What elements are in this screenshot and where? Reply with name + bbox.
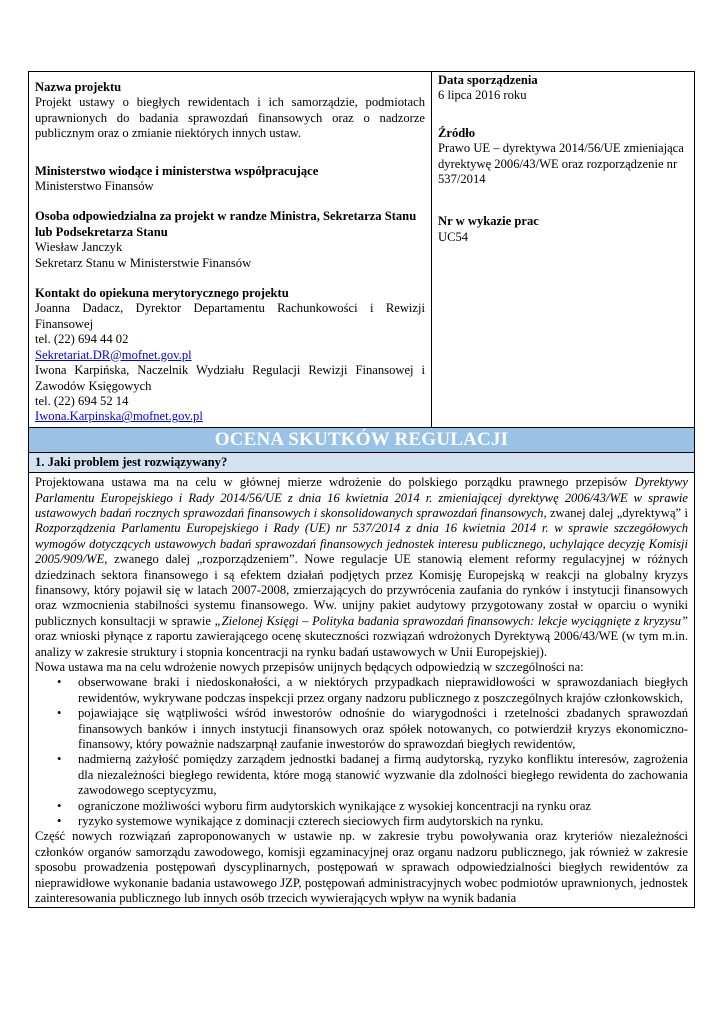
contact-label: Kontakt do opiekuna merytorycznego projektu: [35, 286, 289, 301]
bullet-list: [35, 675, 688, 829]
regulation-title: Rozporządzenia Parlamentu Europejskiego i Rady (UE) nr 537/2014 z dnia 16 kwietnia 2014 r. w sprawie szczegółowych wymogów dotyczących ustawowych badań sprawozdań finansowych jednostek interesu publicznego, uchylające decyzję Komisji 2005/909/WE: [35, 521, 688, 567]
contact-email-1-link[interactable]: Sekretariat.DR@mofnet.gov.pl: [35, 347, 192, 362]
bullet-text: nadmierną zażyłość pomiędzy zarządem jednostki badanej a firmą audytorską, ryzyko konfliktu interesów, zagrożenia dla niezależności biegłego rewidenta, które mogą stanowić wyzwanie dla zdolności biegłego rewidenta do zachowania zawodowego sceptycyzmu,: [78, 752, 688, 798]
green-paper-title: „Zielonej Księgi – Polityka badania sprawozdań finansowych: lekcje wyciągnięte z kryzysu”: [214, 613, 688, 628]
section-title-cell: [29, 427, 695, 452]
registry-value: UC54: [438, 229, 469, 244]
ministry-block: [35, 164, 425, 195]
header-row: [29, 72, 695, 428]
question-cell: [29, 452, 695, 472]
contact-person-1: Joanna Dadacz, Dyrektor Departamentu Rachunkowości i Rewizji Finansowej: [35, 301, 425, 331]
date-value: 6 lipca 2016 roku: [438, 88, 527, 103]
source-label: Źródło: [438, 125, 476, 140]
directive-title: Dyrektywy Parlamentu Europejskiego i Rady 2014/56/UE z dnia 16 kwietnia 2014 r. zmieniającej dyrektywę 2006/43/WE w sprawie ustawowych badań rocznych sprawozdań finansowych i skonsolidowanych sprawozdań finansowych: [35, 475, 688, 520]
paragraph-1: [35, 475, 688, 660]
bullet-item: [35, 814, 688, 829]
bullet-text: ograniczone możliwości wyboru firm audytorskich wynikające z wysokiej koncentracji na rynku oraz: [78, 798, 592, 813]
date-block: [438, 73, 688, 104]
responsible-block: [35, 209, 425, 271]
document-page: [28, 71, 695, 908]
question-row: [29, 452, 695, 472]
osr-table: [28, 71, 695, 908]
responsible-label: Osoba odpowiedzialna za projekt w randze Ministra, Sekretarza Stanu lub Podsekretarza Stanu: [35, 209, 417, 239]
bullet-icon: •: [57, 706, 62, 721]
registry-label: Nr w wykazie prac: [438, 214, 539, 229]
registry-block: [438, 214, 688, 245]
project-name-block: [35, 80, 425, 142]
bullet-icon: •: [57, 675, 62, 690]
p1-text-g: oraz wnioski płynące z raportu zawierającego ocenę skuteczności rozwiązań wdrożonych Dyrektywą 2006/43/WE (w tym m.in. analizy w zakresie struktury i stopnia koncentracji na rynku badań ustawowych w Unii Europejskiej).: [35, 629, 688, 659]
p1-text-c: , zwanej dalej „dyrektywą” i: [543, 505, 688, 520]
ministry-value: Ministerstwo Finansów: [35, 179, 154, 194]
contact-person-2: Iwona Karpińska, Naczelnik Wydziału Regulacji Rewizji Finansowej i Zawodów Księgowych: [35, 363, 425, 393]
p1-text-e: , zwanego dalej „rozporządzeniem”. Nowe regulacje UE stanowią element reformy regulacyjnej w różnych dziedzinach sektora finansowego i są efektem działań podjętych przez Komisję Europejską w reakcji na globalny kryzys finansowy, który pojawił się w latach 2007-2008, zmierzających do przywrócenia zaufania do rynków i instytucji finansowych oraz wzmocnienia stabilności systemu finansowego. Ww. unijny pakiet audytowy przygotowany został w oparciu o wyniki publicznych konsultacji w sprawie: [35, 552, 688, 628]
ministry-label: Ministerstwo wiodące i ministerstwa współpracujące: [35, 163, 319, 178]
paragraph-3: Część nowych rozwiązań zaproponowanych w ustawie np. w zakresie trybu powoływania oraz kryteriów niezależności członków organów samorządu zawodowego, komisji egzaminacyjnej oraz organu nadzoru publicznego, jak również w zakresie sposobu prowadzenia postępowań dyscyplinarnych, postępowań w sprawach odpowiedzialności biegłych rewidentów za nieprawidłowe wykonanie badania ustawowego JZP, postępowań administracyjnych wobec podmiotów uprawnionych, jednostek zainteresowania publicznego lub innych osób trzecich wywierających wpływ na wynik badania: [35, 829, 688, 906]
paragraph-2: Nowa ustawa ma na celu wdrożenie nowych przepisów unijnych będących odpowiedzią w szczególności na:: [35, 660, 584, 674]
meta-info-cell: [432, 72, 695, 428]
bullet-item: [35, 799, 688, 814]
contact-phone-1: tel. (22) 694 44 02: [35, 332, 129, 347]
question-heading: 1. Jaki problem jest rozwiązywany?: [35, 454, 228, 469]
bullet-text: ryzyko systemowe wynikające z dominacji czterech sieciowych firm audytorskich na rynku.: [78, 814, 544, 829]
bullet-icon: •: [57, 752, 62, 767]
body-cell: [29, 473, 695, 907]
responsible-position: Sekretarz Stanu w Ministerstwie Finansów: [35, 255, 252, 270]
p1-text-a: Projektowana ustawa ma na celu w głównej mierze wdrożenie do polskiego porządku prawnego przepisów: [35, 475, 635, 490]
contact-block: [35, 286, 425, 425]
bullet-item: [35, 752, 688, 798]
responsible-name: Wiesław Janczyk: [35, 240, 123, 255]
bullet-icon: •: [57, 814, 62, 829]
source-block: [438, 126, 688, 188]
contact-phone-2: tel. (22) 694 52 14: [35, 393, 129, 408]
body-row: [29, 473, 695, 907]
section-title: OCENA SKUTKÓW REGULACJI: [214, 428, 509, 450]
date-label: Data sporządzenia: [438, 73, 538, 87]
project-name-label: Nazwa projektu: [35, 80, 122, 94]
bullet-icon: •: [57, 798, 62, 813]
title-row: [29, 427, 695, 452]
project-name-value: Projekt ustawy o biegłych rewidentach i ich samorządzie, podmiotach uprawnionych do badania sprawozdań finansowych oraz o nadzorze publicznym oraz o zmianie niektórych innych ustaw.: [35, 95, 425, 141]
source-value: Prawo UE – dyrektywa 2014/56/UE zmieniająca dyrektywę 2006/43/WE oraz rozporządzenie nr 537/2014: [438, 141, 684, 187]
bullet-item: [35, 675, 688, 706]
contact-email-2-link[interactable]: Iwona.Karpinska@mofnet.gov.pl: [35, 409, 203, 424]
bullet-item: [35, 706, 688, 752]
bullet-text: pojawiające się wątpliwości wśród inwestorów odnośnie do wiarygodności i rzetelności zbadanych sprawozdań finansowych banków i innych instytucji finansowych oraz spółek notowanych, co potwierdził kryzys ekonomiczno-finansowy, który poważnie nadszarpnął zaufanie inwestorów do sprawozdań biegłych rewidentów,: [78, 706, 688, 752]
project-info-cell: [29, 72, 432, 428]
bullet-text: obserwowane braki i niedoskonałości, a w niektórych przypadkach nieprawidłowości w sprawozdaniach biegłych rewidentów, wykrywane podczas inspekcji przez organy nadzoru publicznego z poszczególnych krajów członkowskich,: [78, 675, 688, 705]
